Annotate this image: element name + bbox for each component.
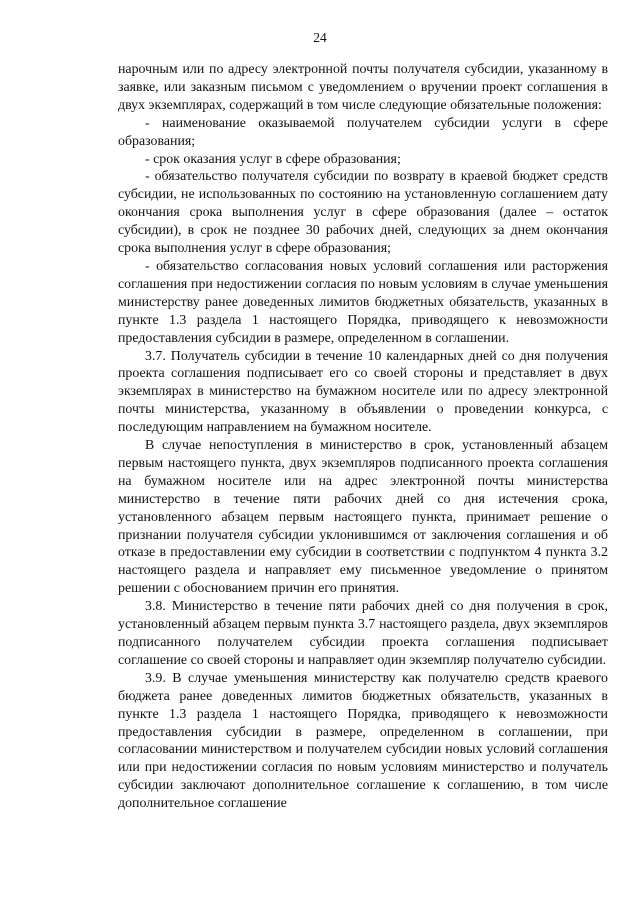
paragraph: - обязательство согласования новых условий соглашения или расторжения соглашения при недостижении согласия по новым условиям в случае уменьшения министерству ранее доведенных лимитов бюджетных обязательств, указанных в пункте 1.3 раздела 1 настоящего Порядка, приводящего к невозможности предоставления субсидии в размере, определенном в соглашении.	[118, 258, 608, 346]
paragraph: - обязательство получателя субсидии по возврату в краевой бюджет средств субсидии, не использованных по состоянию на установленную соглашением дату окончания срока выполнения услуг в сфере образования (далее – остаток субсидии), в срок не позднее 30 рабочих дней, следующих за днем окончания срока выполнения услуг в сфере образования;	[118, 169, 608, 257]
page-number: 24	[313, 30, 327, 45]
paragraph: - срок оказания услуг в сфере образования;	[145, 151, 401, 167]
paragraph: 3.9. В случае уменьшения министерству как получателю средств краевого бюджета ранее доведенных лимитов бюджетных обязательств, указанных в пункте 1.3 раздела 1 настоящего Порядка, приводящего к невозможности предоставления субсидии в размере, определенном в соглашении, при согласовании министерством и получателем субсидии новых условий соглашения или при недостижении согласия по новым условиям министерство и получатель субсидии заключают дополнительное соглашение к соглашению, в том числе дополнительное соглашение	[118, 670, 608, 812]
document-body	[118, 61, 608, 813]
paragraph: - наименование оказываемой получателем субсидии услуги в сфере образования;	[118, 115, 608, 149]
paragraph: В случае непоступления в министерство в срок, установленный абзацем первым настоящего пункта, двух экземпляров подписанного проекта соглашения на бумажном носителе или на адрес электронной почты министерства министерство в течение пяти рабочих дней со дня истечения срока, установленного абзацем первым настоящего пункта, принимает решение о признании получателя субсидии уклонившимся от заключения соглашения и об отказе в предоставлении ему субсидии в соответствии с подпунктом 4 пункта 3.2 настоящего раздела и направляет ему письменное уведомление о принятом решении с обоснованием причин его принятия.	[118, 438, 608, 597]
paragraph: 3.7. Получатель субсидии в течение 10 календарных дней со дня получения проекта соглашения подписывает его со своей стороны и представляет в двух экземплярах в министерство на бумажном носителе или по адресу электронной почты министерства, указанному в объявлении о проведении конкурса, с последующим направлением на бумажном носителе.	[118, 348, 608, 436]
paragraph: 3.8. Министерство в течение пяти рабочих дней со дня получения в срок, установленный абзацем первым пункта 3.7 настоящего раздела, двух экземпляров подписанного получателем субсидии проекта соглашения подписывает соглашение со своей стороны и направляет один экземпляр получателю субсидии.	[118, 599, 608, 668]
paragraph: нарочным или по адресу электронной почты получателя субсидии, указанному в заявке, или заказным письмом с уведомлением о вручении проект соглашения в двух экземплярах, содержащий в том числе следующие обязательные положения:	[118, 62, 608, 113]
